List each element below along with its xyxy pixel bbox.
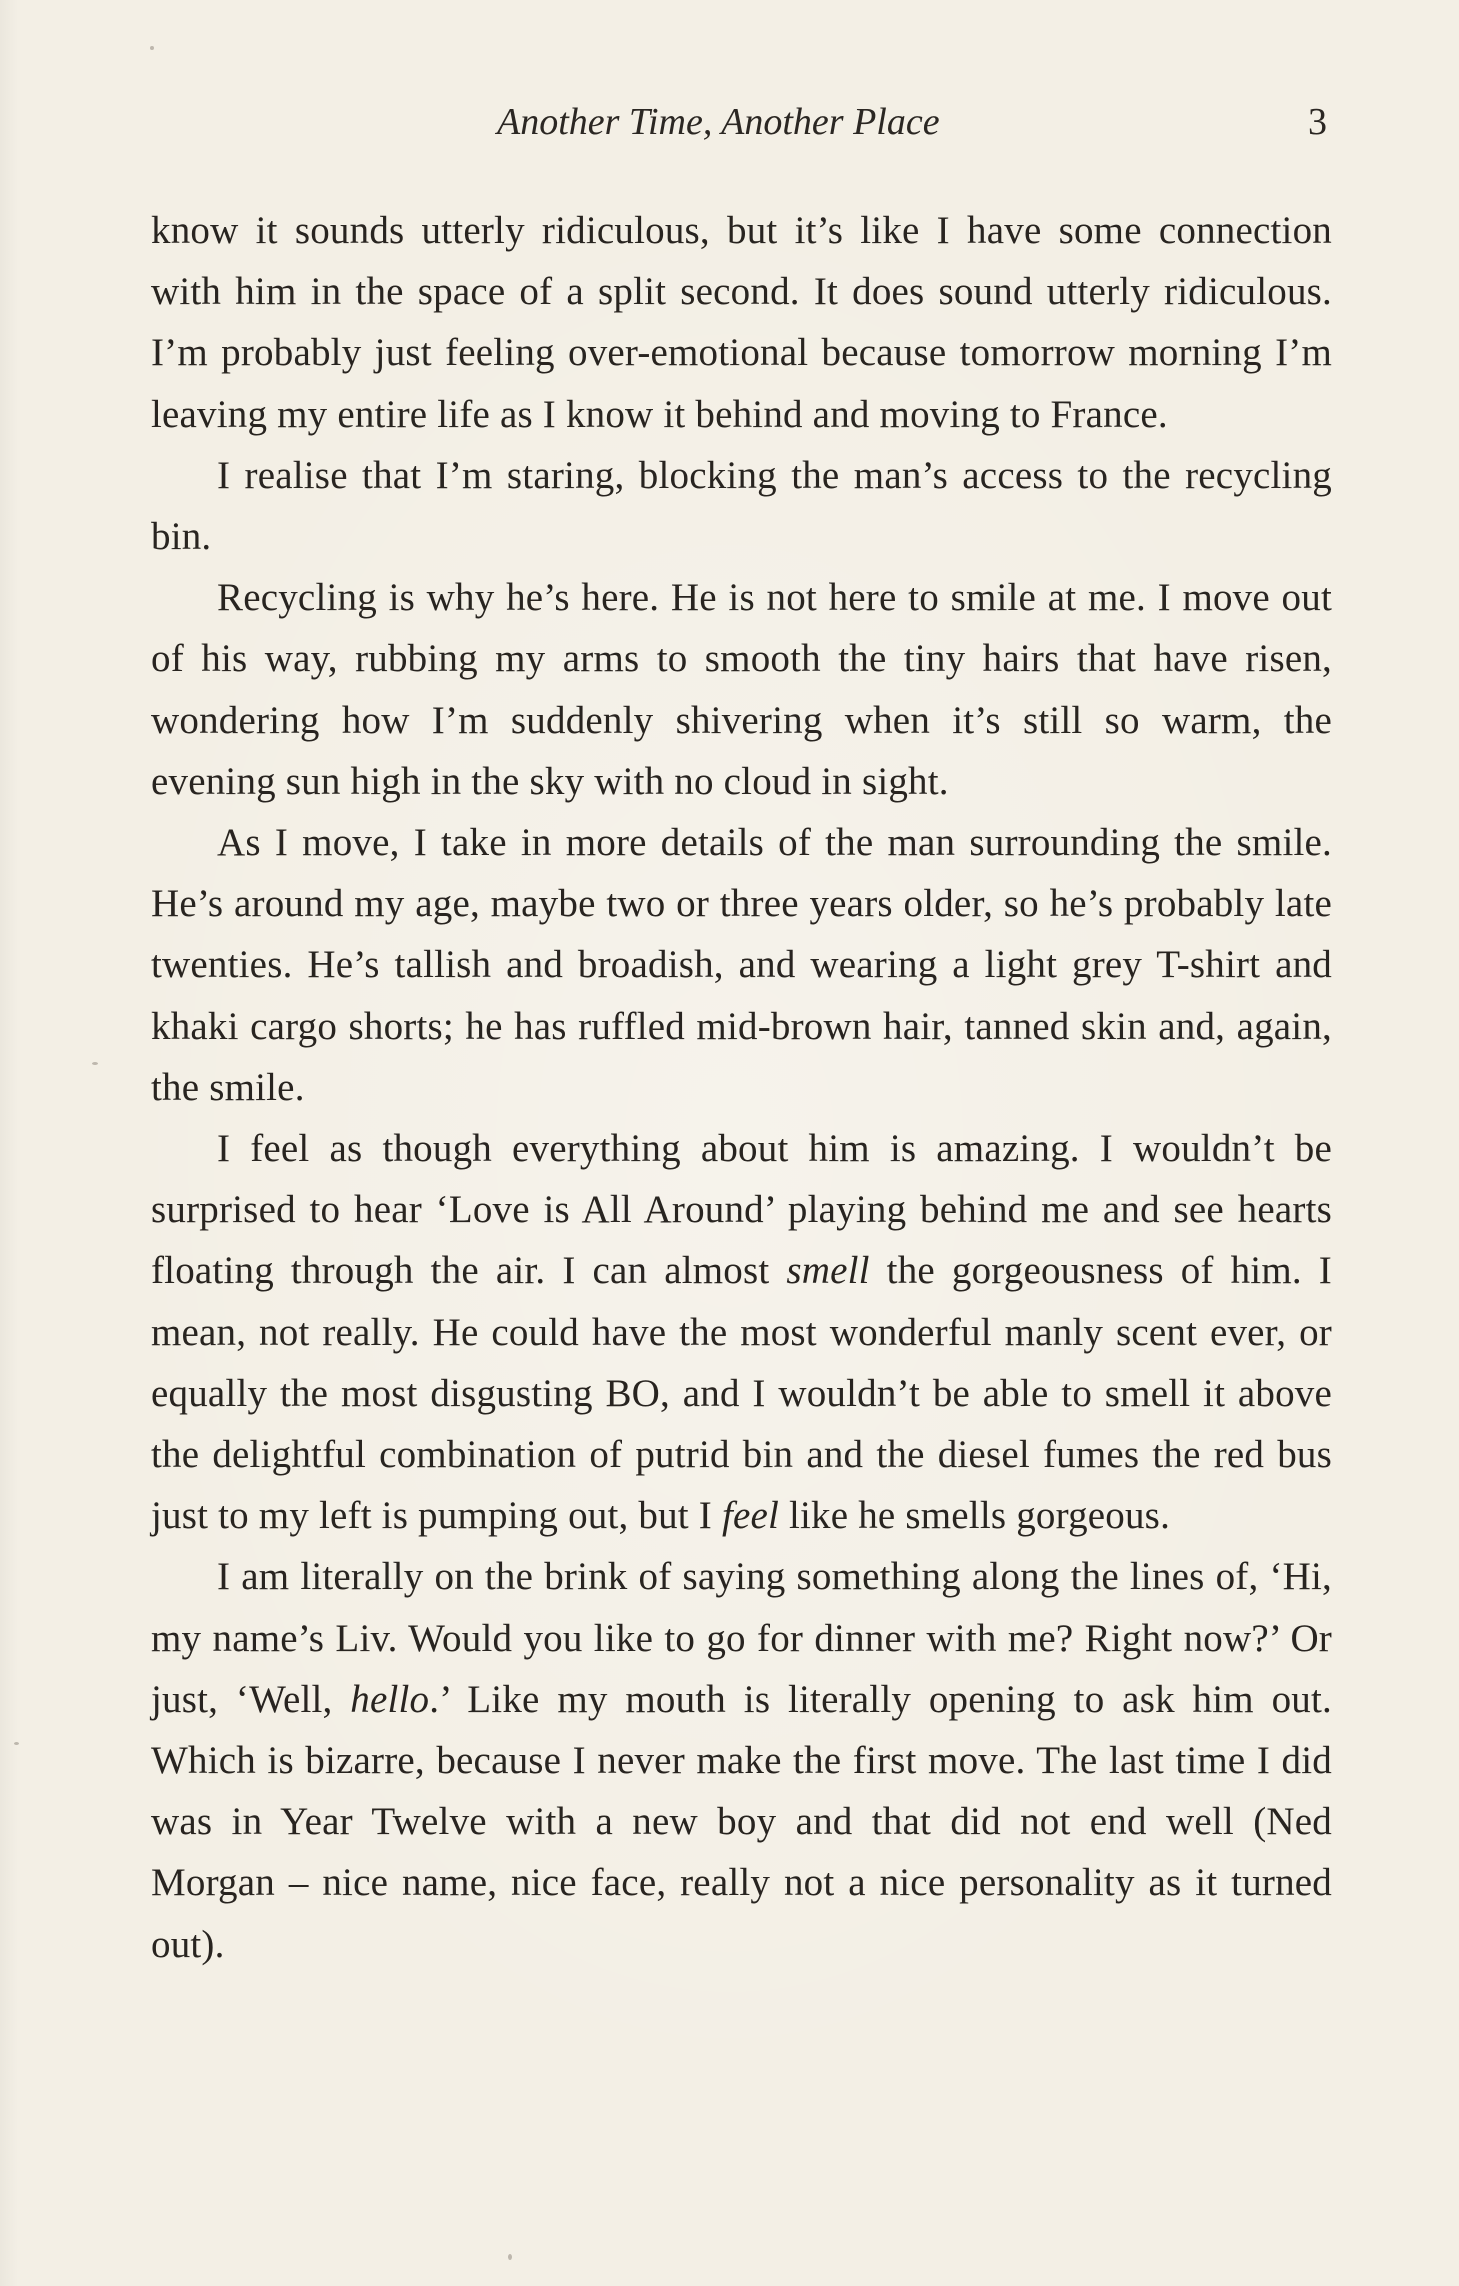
paper-speck [92, 1062, 98, 1065]
page-number: 3 [1308, 101, 1327, 143]
paragraph [151, 200, 1332, 445]
paragraph [151, 1546, 1332, 1974]
running-title: Another Time, Another Place [497, 101, 940, 143]
paragraph-text: the gorgeousness of him. I mean, not really. He could have the most wonderful manly scent ever, or equally the most disgusting BO, and I wouldn’t be able to smell it above the delightful combination of putrid bin and the diesel fumes the red bus just to my left is pumping out, but I [151, 1249, 1332, 1538]
italic-text: feel [721, 1494, 780, 1538]
paper-speck [508, 2254, 512, 2260]
paragraph [151, 1118, 1332, 1546]
paragraph-text: Recycling is why he’s here. He is not here to smile at me. I move out of his way, rubbing my arms to smooth the tiny hairs that have risen, wondering how I’m suddenly shivering when it’s still so warm, the evening sun high in the sky with no cloud in sight. [151, 576, 1332, 803]
paragraph-text: As I move, I take in more details of the man surrounding the smile. He’s around my age, maybe two or three years older, so he’s probably late twenties. He’s tallish and broadish, and wearing a light grey T-shirt and khaki cargo shorts; he has ruffled mid-brown hair, tanned skin and, again, the smile. [151, 821, 1332, 1109]
italic-text: hello [350, 1677, 430, 1721]
paragraph-text: I am literally on the brink of saying something along the lines of, ‘Hi, my name’s Liv. Would you like to go for dinner with me? Right now?’ Or just, ‘Well, [151, 1555, 1332, 1721]
running-head [0, 92, 1459, 152]
italic-text: smell [786, 1249, 870, 1293]
paragraph [151, 812, 1332, 1118]
paragraph [151, 567, 1332, 812]
paper-speck [14, 1742, 19, 1745]
body-text [151, 200, 1332, 1975]
paragraph-text: I realise that I’m staring, blocking the man’s access to the recycling bin. [151, 453, 1332, 559]
paragraph-text: like he smells gorgeous. [779, 1494, 1171, 1538]
paragraph [151, 445, 1332, 567]
paper-speck [150, 46, 154, 50]
paragraph-text: I feel as though everything about him is amazing. I wouldn’t be surprised to hear ‘Love is All Around’ playing behind me and see hearts floating through the air. I can almost [151, 1127, 1332, 1293]
paragraph-text: .’ Like my mouth is literally opening to ask him out. Which is bizarre, because I never make the first move. The last time I did was in Year Twelve with a new boy and that did not end well (Ned Morgan – nice name, nice face, really not a nice personality as it turned out). [151, 1677, 1332, 1966]
paragraph-text: know it sounds utterly ridiculous, but it’s like I have some connection with him in the space of a split second. It does sound utterly ridiculous. I’m probably just feeling over-emotional because tomorrow morning I’m leaving my entire life as I know it behind and moving to France. [151, 209, 1332, 436]
